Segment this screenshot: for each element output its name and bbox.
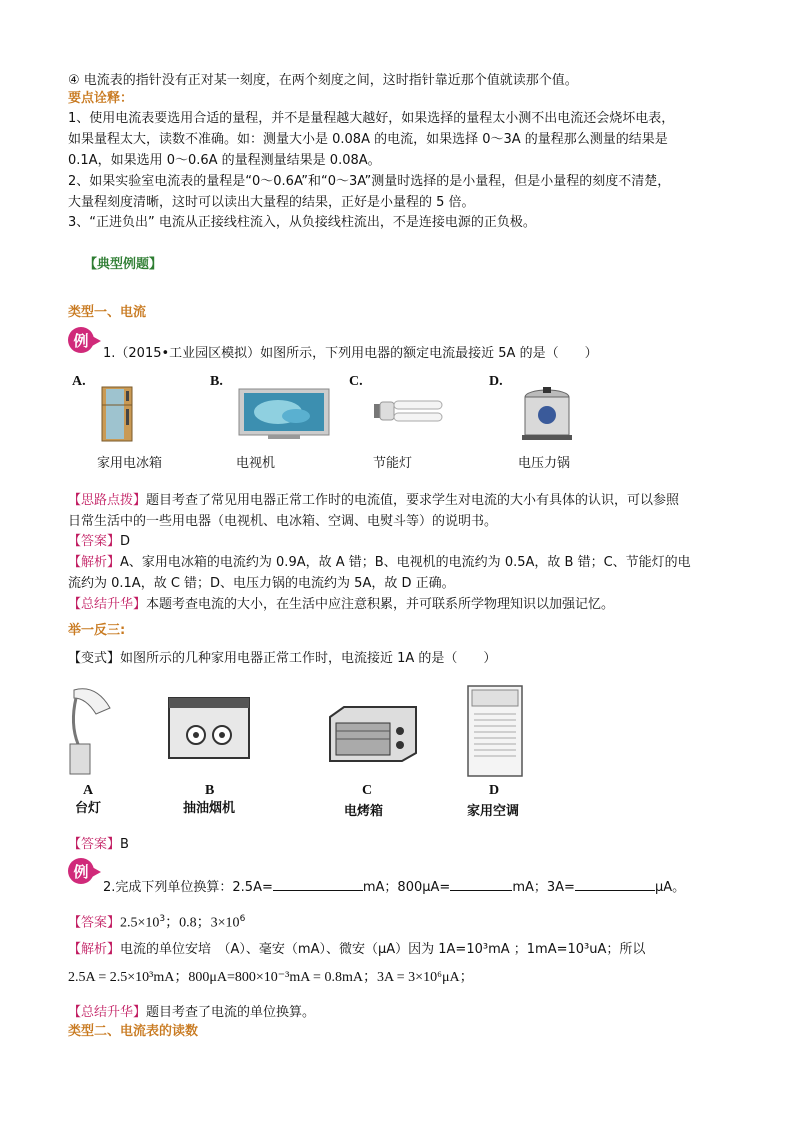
- summary-text: 本题考查电流的大小，在生活中应注意积累，并可联系所学物理知识以加强记忆。: [146, 597, 615, 612]
- analysis-text: 电流的单位安培 （A）、毫安（mA）、微安（μA）因为 1A=10³mA ；1mA=10³uA；所以: [120, 942, 646, 957]
- variant-option-b-caption: 抽油烟机: [183, 801, 236, 816]
- fridge-icon: [100, 385, 136, 443]
- intro-p1c: 0.1A，如果选用 0～0.6A 的量程测量结果是 0.08A。: [68, 153, 381, 168]
- q2-answer: [68, 910, 245, 932]
- variant-option-b-letter: B: [205, 783, 215, 798]
- q1-option-c-caption: 节能灯: [373, 456, 413, 471]
- q2-part-3: mA；3A=: [512, 880, 575, 895]
- summary-tag: 【总结升华】: [68, 1005, 147, 1020]
- q2-analysis-line-2: 2.5A = 2.5×10³mA；800μA=800×10⁻³mA = 0.8mA；3A = 3×10⁶μA；: [68, 970, 474, 985]
- q1-option-d-label: D.: [489, 374, 503, 389]
- example-badge: 例: [68, 327, 94, 353]
- variant-option-a-caption: 台灯: [75, 801, 102, 816]
- hint-tag: 【思路点拨】: [68, 493, 147, 508]
- answer-part-mid: ；0.8；3×10: [165, 915, 240, 931]
- q1-option-a-label: A.: [72, 374, 86, 389]
- intro-p2b: 大量程刻度清晰，这时可以读出大量程的结果，正好是小量程的 5 倍。: [68, 195, 475, 210]
- variant-option-a-letter: A: [83, 783, 94, 798]
- answer-part-a: 2.5×10: [120, 915, 160, 931]
- cfl-bulb-icon: [374, 392, 446, 430]
- variant-option-c-letter: C: [362, 783, 373, 798]
- q1-answer: [68, 533, 130, 551]
- analysis-tag: 【解析】: [68, 555, 121, 570]
- tv-icon: [238, 388, 330, 440]
- intro-p1b: 如果量程太大，读数不准确。如：测量大小是 0.08A 的电流，如果选择 0～3A 的量程那么测量的结果是: [68, 132, 668, 147]
- intro-line-4: ④ 电流表的指针没有正对某一刻度，在两个刻度之间，这时指针靠近那个值就读那个值。: [68, 73, 578, 88]
- q1-option-b-caption: 电视机: [236, 456, 276, 471]
- q1-option-a-caption: 家用电冰箱: [97, 456, 163, 471]
- summary-text: 题目考查了电流的单位换算。: [146, 1005, 316, 1020]
- section-examples-heading: 【典型例题】: [84, 257, 163, 272]
- answer-exp-b: 6: [239, 914, 246, 924]
- variant-option-d-caption: 家用空调: [467, 804, 520, 819]
- q1-analysis-line-1: [68, 554, 691, 572]
- variant-option-d-letter: D: [489, 783, 500, 798]
- answer-tag: 【答案】: [68, 534, 121, 549]
- answer-blank-1[interactable]: [273, 877, 363, 891]
- answer-value: B: [120, 837, 129, 852]
- q2-part-1: 2.完成下列单位换算：2.5A=: [103, 880, 273, 895]
- oven-icon: [326, 703, 420, 765]
- intro-p1a: 1、使用电流表要选用合适的量程，并不是量程越大越好，如果选择的量程太小测不出电流还会烧坏电表，: [68, 111, 675, 126]
- intro-p3: 3、“正进负出” 电流从正接线柱流入，从负接线柱流出，不是连接电源的正负极。: [68, 215, 536, 230]
- q2-part-2: mA；800μA=: [362, 880, 451, 895]
- desk-lamp-icon: [66, 684, 114, 780]
- q1-summary: [68, 596, 614, 614]
- practice-heading: 举一反三:: [68, 623, 126, 638]
- answer-value: D: [120, 534, 131, 549]
- summary-tag: 【总结升华】: [68, 597, 147, 612]
- q2-part-4: μA。: [654, 880, 686, 895]
- pressure-cooker-icon: [516, 385, 578, 443]
- answer-exp-a: 3: [159, 914, 166, 924]
- answer-tag: 【答案】: [68, 837, 121, 852]
- hint-text-a: 题目考查了常见用电器正常工作时的电流值，要求学生对电流的大小有具体的认识，可以参照: [146, 493, 680, 508]
- example-badge: 例: [68, 858, 94, 884]
- q1-analysis-line-2: 流约为 0.1A，故 C 错；D、电压力锅的电流约为 5A，故 D 正确。: [68, 576, 455, 591]
- type2-heading: 类型二、电流表的读数: [68, 1024, 199, 1039]
- q1-hint-line-1: [68, 492, 679, 510]
- air-conditioner-icon: [466, 684, 526, 778]
- q1-option-b-label: B.: [210, 374, 223, 389]
- type1-heading: 类型一、电流: [68, 305, 147, 320]
- q1-option-d-caption: 电压力锅: [518, 456, 571, 471]
- analysis-text-a: A、家用电冰箱的电流约为 0.9A，故 A 错；B、电视机的电流约为 0.5A，故 B 错；C、节能灯的电: [120, 555, 691, 570]
- range-hood-icon: [168, 697, 250, 759]
- key-points-heading: 要点诠释：: [68, 91, 134, 106]
- answer-tag: 【答案】: [68, 915, 121, 931]
- variant-answer: [68, 836, 129, 854]
- variant-text: 【变式】如图所示的几种家用电器正常工作时，电流接近 1A 的是（ ）: [68, 651, 497, 666]
- q1-option-c-label: C.: [349, 374, 363, 389]
- answer-blank-3[interactable]: [575, 877, 655, 891]
- q2-text: [103, 877, 685, 897]
- answer-blank-2[interactable]: [450, 877, 512, 891]
- q1-hint-line-2: 日常生活中的一些用电器（电视机、电冰箱、空调、电熨斗等）的说明书。: [68, 514, 498, 529]
- q2-summary: [68, 1004, 315, 1022]
- analysis-tag: 【解析】: [68, 942, 121, 957]
- q1-text: 1.（2015•工业园区模拟）如图所示，下列用电器的额定电流最接近 5A 的是（ ）: [103, 346, 598, 361]
- variant-option-c-caption: 电烤箱: [344, 804, 384, 819]
- q2-analysis-line-1: [68, 941, 645, 959]
- intro-p2a: 2、如果实验室电流表的量程是“0～0.6A”和“0～3A”测量时选择的是小量程，但是小量程的刻度不清楚，: [68, 174, 671, 189]
